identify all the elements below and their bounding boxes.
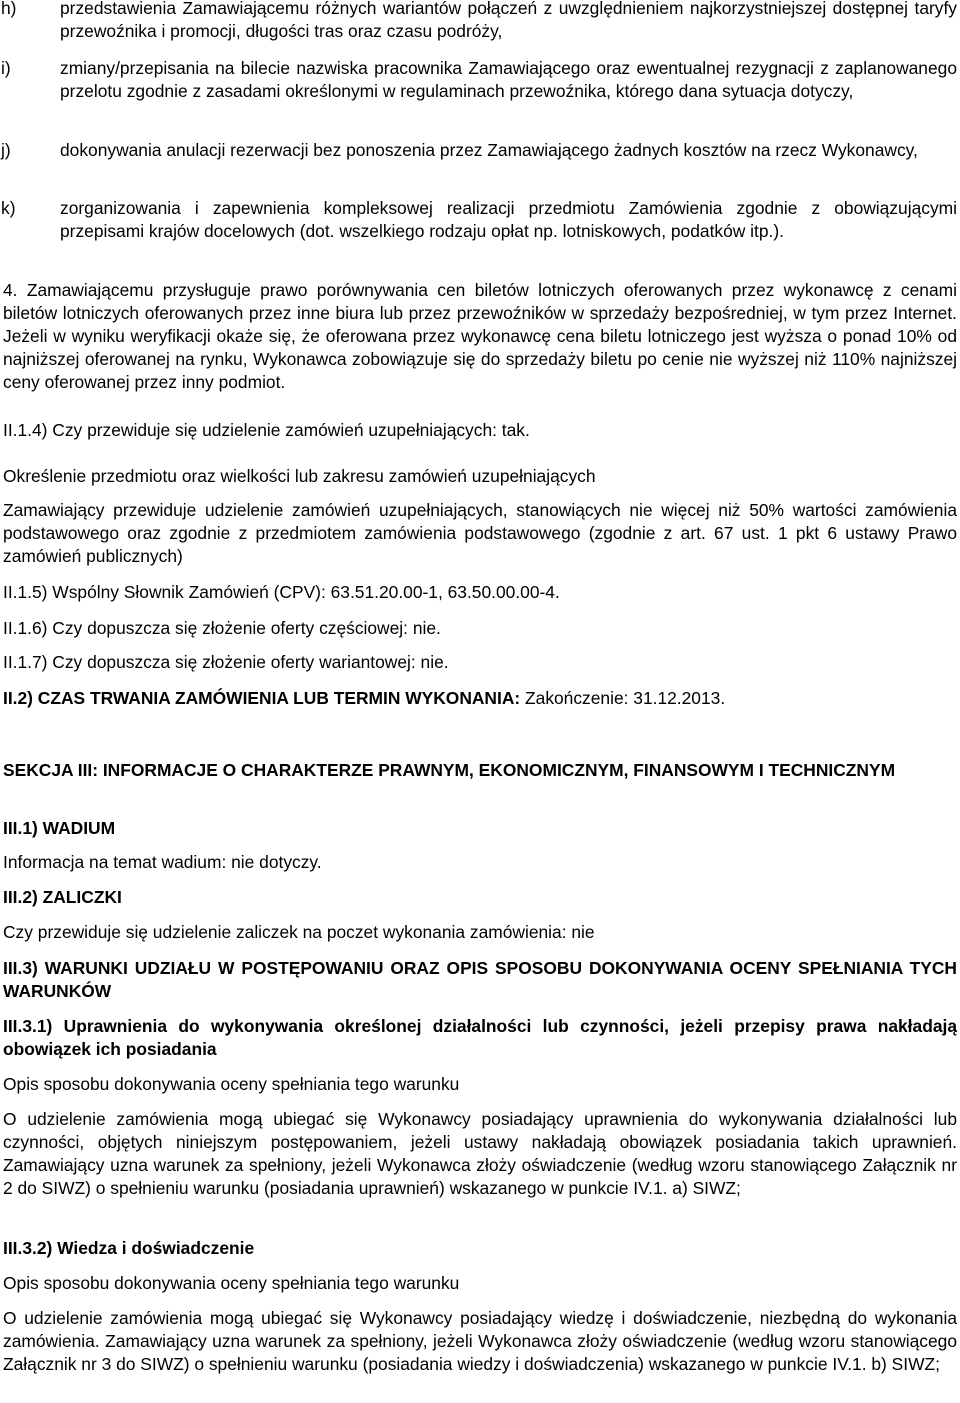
section-iii-heading: SEKCJA III: INFORMACJE O CHARAKTERZE PRAWNYM, EKONOMICZNYM, FINANSOWYM I TECHNICZNYM [3, 760, 896, 780]
section-ii-2 [3, 687, 957, 710]
list-item-text: zorganizowania i zapewnienia kompleksowej realizacji przedmiotu Zamówienia zgodnie z obowiązującymi przepisami krajów docelowych (dot. wszelkiego rodzaju opłat np. lotniskowych, podatków itp.). [60, 198, 957, 241]
list-item-k [1, 197, 957, 243]
section-ii-1-4: II.1.4) Czy przewiduje się udzielenie zamówień uzupełniających: tak. [3, 420, 530, 440]
list-item-text: zmiany/przepisania na bilecie nazwiska pracownika Zamawiającego oraz ewentualnej rezygnacji z zaplanowanego przelotu zgodnie z zasadami określonymi w regulaminach przewoźnika, którego dana sytuacja dotyczy, [60, 58, 957, 101]
wadium-info: Informacja na temat wadium: nie dotyczy. [3, 852, 322, 872]
okreslenie-heading: Określenie przedmiotu oraz wielkości lub zakresu zamówień uzupełniających [3, 466, 596, 486]
section-ii-1-6: II.1.6) Czy dopuszcza się złożenie oferty częściowej: nie. [3, 618, 441, 638]
paragraph-4: 4. Zamawiającemu przysługuje prawo porównywania cen biletów lotniczych oferowanych przez wykonawcę z cenami biletów lotniczych oferowanych przez inne biura lub przez przewoźników w sprzedaży bezpośredniej, w tym przez Internet. Jeżeli w wyniku weryfikacji okaże się, że oferowana przez wykonawcę cena biletu lotniczego jest wyższa o ponad 10% od najniższej oferowanej na rynku, Wykonawca zobowiązuje się do sprzedaży biletu po cenie nie wyższej niż 110% najniższej ceny oferowanej przez inny podmiot. [3, 280, 957, 392]
section-ii-2-label: II.2) CZAS TRWANIA ZAMÓWIENIA LUB TERMIN WYKONANIA: [3, 688, 521, 708]
uzupelniajace-paragraph: Zamawiający przewiduje udzielenie zamówień uzupełniających, stanowiących nie więcej niż 50% wartości zamówienia podstawowego oraz zgodnie z przedmiotem zamówienia podstawowego (zgodnie z art. 67 ust. 1 pkt 6 ustawy Prawo zamówień publicznych) [3, 500, 957, 566]
section-iii-1-heading: III.1) WADIUM [3, 818, 116, 838]
list-item-h [1, 0, 957, 43]
section-ii-2-value: Zakończenie: 31.12.2013. [520, 688, 726, 708]
list-marker: j) [1, 140, 11, 160]
section-iii-3-2-heading: III.3.2) Wiedza i doświadczenie [3, 1238, 255, 1258]
list-item-text: przedstawienia Zamawiającemu różnych wariantów połączeń z uwzględnieniem najkorzystniejszej dostępnej taryfy przewoźnika i promocji, długości tras oraz czasu podróży, [60, 0, 957, 41]
list-marker: h) [1, 0, 17, 18]
list-item-j [1, 139, 957, 162]
section-iii-2-heading: III.2) ZALICZKI [3, 887, 122, 907]
list-item-text: dokonywania anulacji rezerwacji bez ponoszenia przez Zamawiającego żadnych kosztów na rzecz Wykonawcy, [60, 140, 918, 160]
section-ii-1-5: II.1.5) Wspólny Słownik Zamówień (CPV): 63.51.20.00-1, 63.50.00.00-4. [3, 582, 560, 602]
zaliczki-info: Czy przewiduje się udzielenie zaliczek na poczet wykonania zamówienia: nie [3, 922, 595, 942]
section-ii-1-7: II.1.7) Czy dopuszcza się złożenie oferty wariantowej: nie. [3, 652, 449, 672]
opis-sposobu-2: Opis sposobu dokonywania oceny spełniania tego warunku [3, 1273, 460, 1293]
wiedza-paragraph: O udzielenie zamówienia mogą ubiegać się Wykonawcy posiadający wiedzę i doświadczenie, niezbędną do wykonania zamówienia. Zamawiający uzna warunek za spełniony, jeżeli Wykonawca złoży oświadczenie (według wzoru stanowiącego Załącznik nr 3 do SIWZ) o spełnieniu warunku (posiadania wiedzy i doświadczenia) wskazanego w punkcie IV.1. b) SIWZ; [3, 1308, 957, 1374]
list-marker: i) [1, 58, 11, 78]
list-marker: k) [1, 198, 16, 218]
section-iii-3-1-heading: III.3.1) Uprawnienia do wykonywania określonej działalności lub czynności, jeżeli przepisy prawa nakładają obowiązek ich posiadania [3, 1016, 957, 1059]
opis-sposobu-1: Opis sposobu dokonywania oceny spełniania tego warunku [3, 1074, 460, 1094]
uprawnienia-paragraph: O udzielenie zamówienia mogą ubiegać się Wykonawcy posiadający uprawnienia do wykonywania działalności lub czynności, objętych niniejszym postępowaniem, jeżeli ustawy nakładają obowiązek posiadania takich uprawnień. Zamawiający uzna warunek za spełniony, jeżeli Wykonawca złoży oświadczenie (według wzoru stanowiącego Załącznik nr 2 do SIWZ) o spełnieniu warunku (posiadania uprawnień) wskazanego w punkcie IV.1. a) SIWZ; [3, 1109, 957, 1198]
section-iii-3-heading: III.3) WARUNKI UDZIAŁU W POSTĘPOWANIU ORAZ OPIS SPOSOBU DOKONYWANIA OCENY SPEŁNIANIA TYCH WARUNKÓW [3, 958, 957, 1001]
list-item-i [1, 57, 957, 103]
